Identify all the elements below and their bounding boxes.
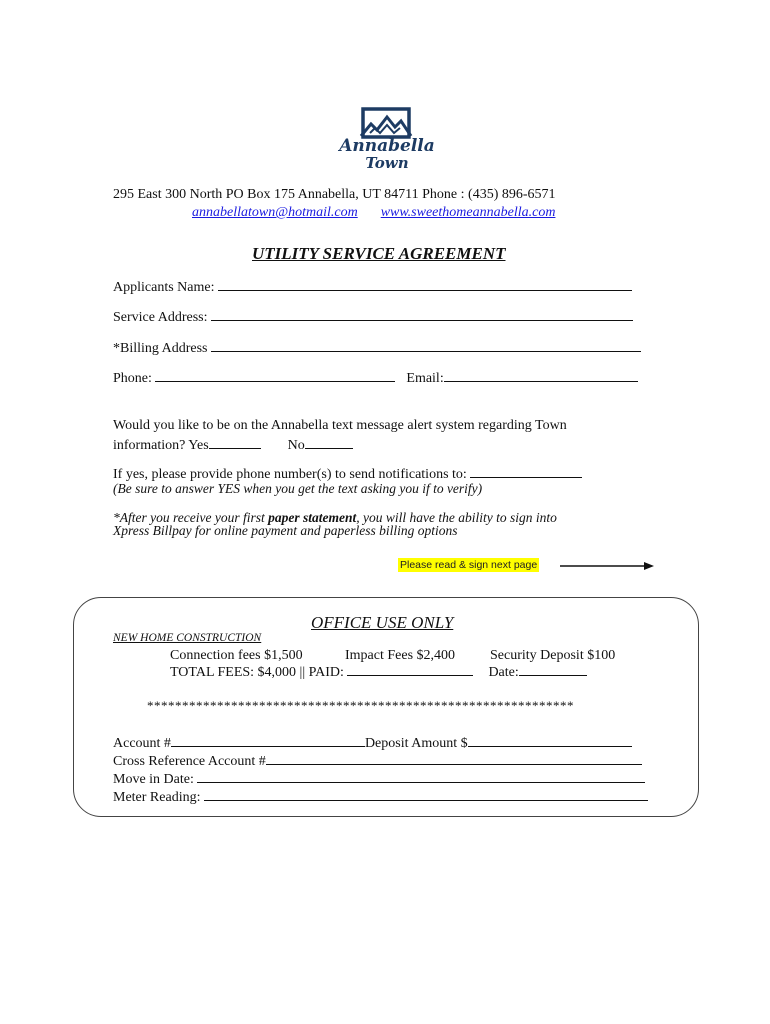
- star-divider: *************************************************************: [147, 698, 574, 713]
- text-alert-yes-label: information? Yes: [113, 438, 209, 453]
- move-in-date-label: Move in Date:: [113, 772, 194, 787]
- cross-reference-label: Cross Reference Account #: [113, 754, 266, 769]
- account-label: Account #: [113, 736, 171, 751]
- page-title: UTILITY SERVICE AGREEMENT: [252, 244, 506, 263]
- email-link[interactable]: annabellatown@hotmail.com: [192, 205, 358, 220]
- deposit-amount-field[interactable]: [468, 734, 632, 747]
- phone-field[interactable]: [155, 369, 395, 382]
- billing-address-label: *Billing Address: [113, 341, 208, 356]
- billing-address-field[interactable]: [211, 339, 641, 352]
- applicant-name-field[interactable]: [218, 278, 632, 291]
- statement-prefix: *After you receive your first: [113, 510, 269, 525]
- header-address: 295 East 300 North PO Box 175 Annabella, UT 84711 Phone : (435) 896-6571: [113, 187, 556, 202]
- total-fees-label: TOTAL FEES: $4,000 || PAID:: [170, 665, 344, 680]
- verify-note: (Be sure to answer YES when you get the text asking you if to verify): [113, 481, 483, 496]
- meter-reading-label: Meter Reading:: [113, 790, 201, 805]
- paid-field[interactable]: [347, 663, 473, 676]
- text-alert-question: Would you like to be on the Annabella text message alert system regarding Town: [113, 418, 567, 433]
- date-field[interactable]: [519, 663, 587, 676]
- email-field[interactable]: [444, 369, 638, 382]
- impact-fees: Impact Fees $2,400: [345, 648, 456, 663]
- cross-reference-field[interactable]: [266, 752, 642, 765]
- yes-field[interactable]: [209, 436, 261, 449]
- account-field[interactable]: [171, 734, 365, 747]
- no-label: No: [287, 438, 305, 453]
- logo-script-line2: Town: [365, 154, 409, 172]
- statement-suffix: , you will have the ability to sign into: [356, 510, 557, 525]
- notify-phone-label: If yes, please provide phone number(s) to send notifications to:: [113, 467, 467, 482]
- new-home-construction-label: NEW HOME CONSTRUCTION: [113, 632, 262, 644]
- annabella-town-logo: [337, 106, 437, 174]
- phone-label: Phone:: [113, 371, 152, 386]
- date-label: Date:: [488, 665, 519, 680]
- move-in-date-field[interactable]: [197, 770, 645, 783]
- connection-fees: Connection fees $1,500: [170, 648, 303, 663]
- website-link[interactable]: www.sweethomeannabella.com: [380, 205, 556, 220]
- office-use-title: OFFICE USE ONLY: [311, 613, 454, 632]
- security-deposit: Security Deposit $100: [490, 648, 616, 663]
- email-label: Email:: [406, 371, 444, 386]
- service-address-field[interactable]: [211, 308, 633, 321]
- notify-phone-field[interactable]: [470, 465, 582, 478]
- read-sign-notice: Please read & sign next page: [400, 559, 538, 571]
- right-arrow-icon: [558, 560, 656, 572]
- logo-script-line1: Annabella: [339, 136, 435, 156]
- service-address-label: Service Address:: [113, 310, 208, 325]
- statement-bold: paper statement: [268, 510, 357, 525]
- meter-reading-field[interactable]: [204, 788, 648, 801]
- statement-line2: Xpress Billpay for online payment and paperless billing options: [113, 523, 458, 538]
- applicant-name-label: Applicants Name:: [113, 280, 215, 295]
- deposit-amount-label: Deposit Amount $: [364, 736, 468, 751]
- no-field[interactable]: [305, 436, 353, 449]
